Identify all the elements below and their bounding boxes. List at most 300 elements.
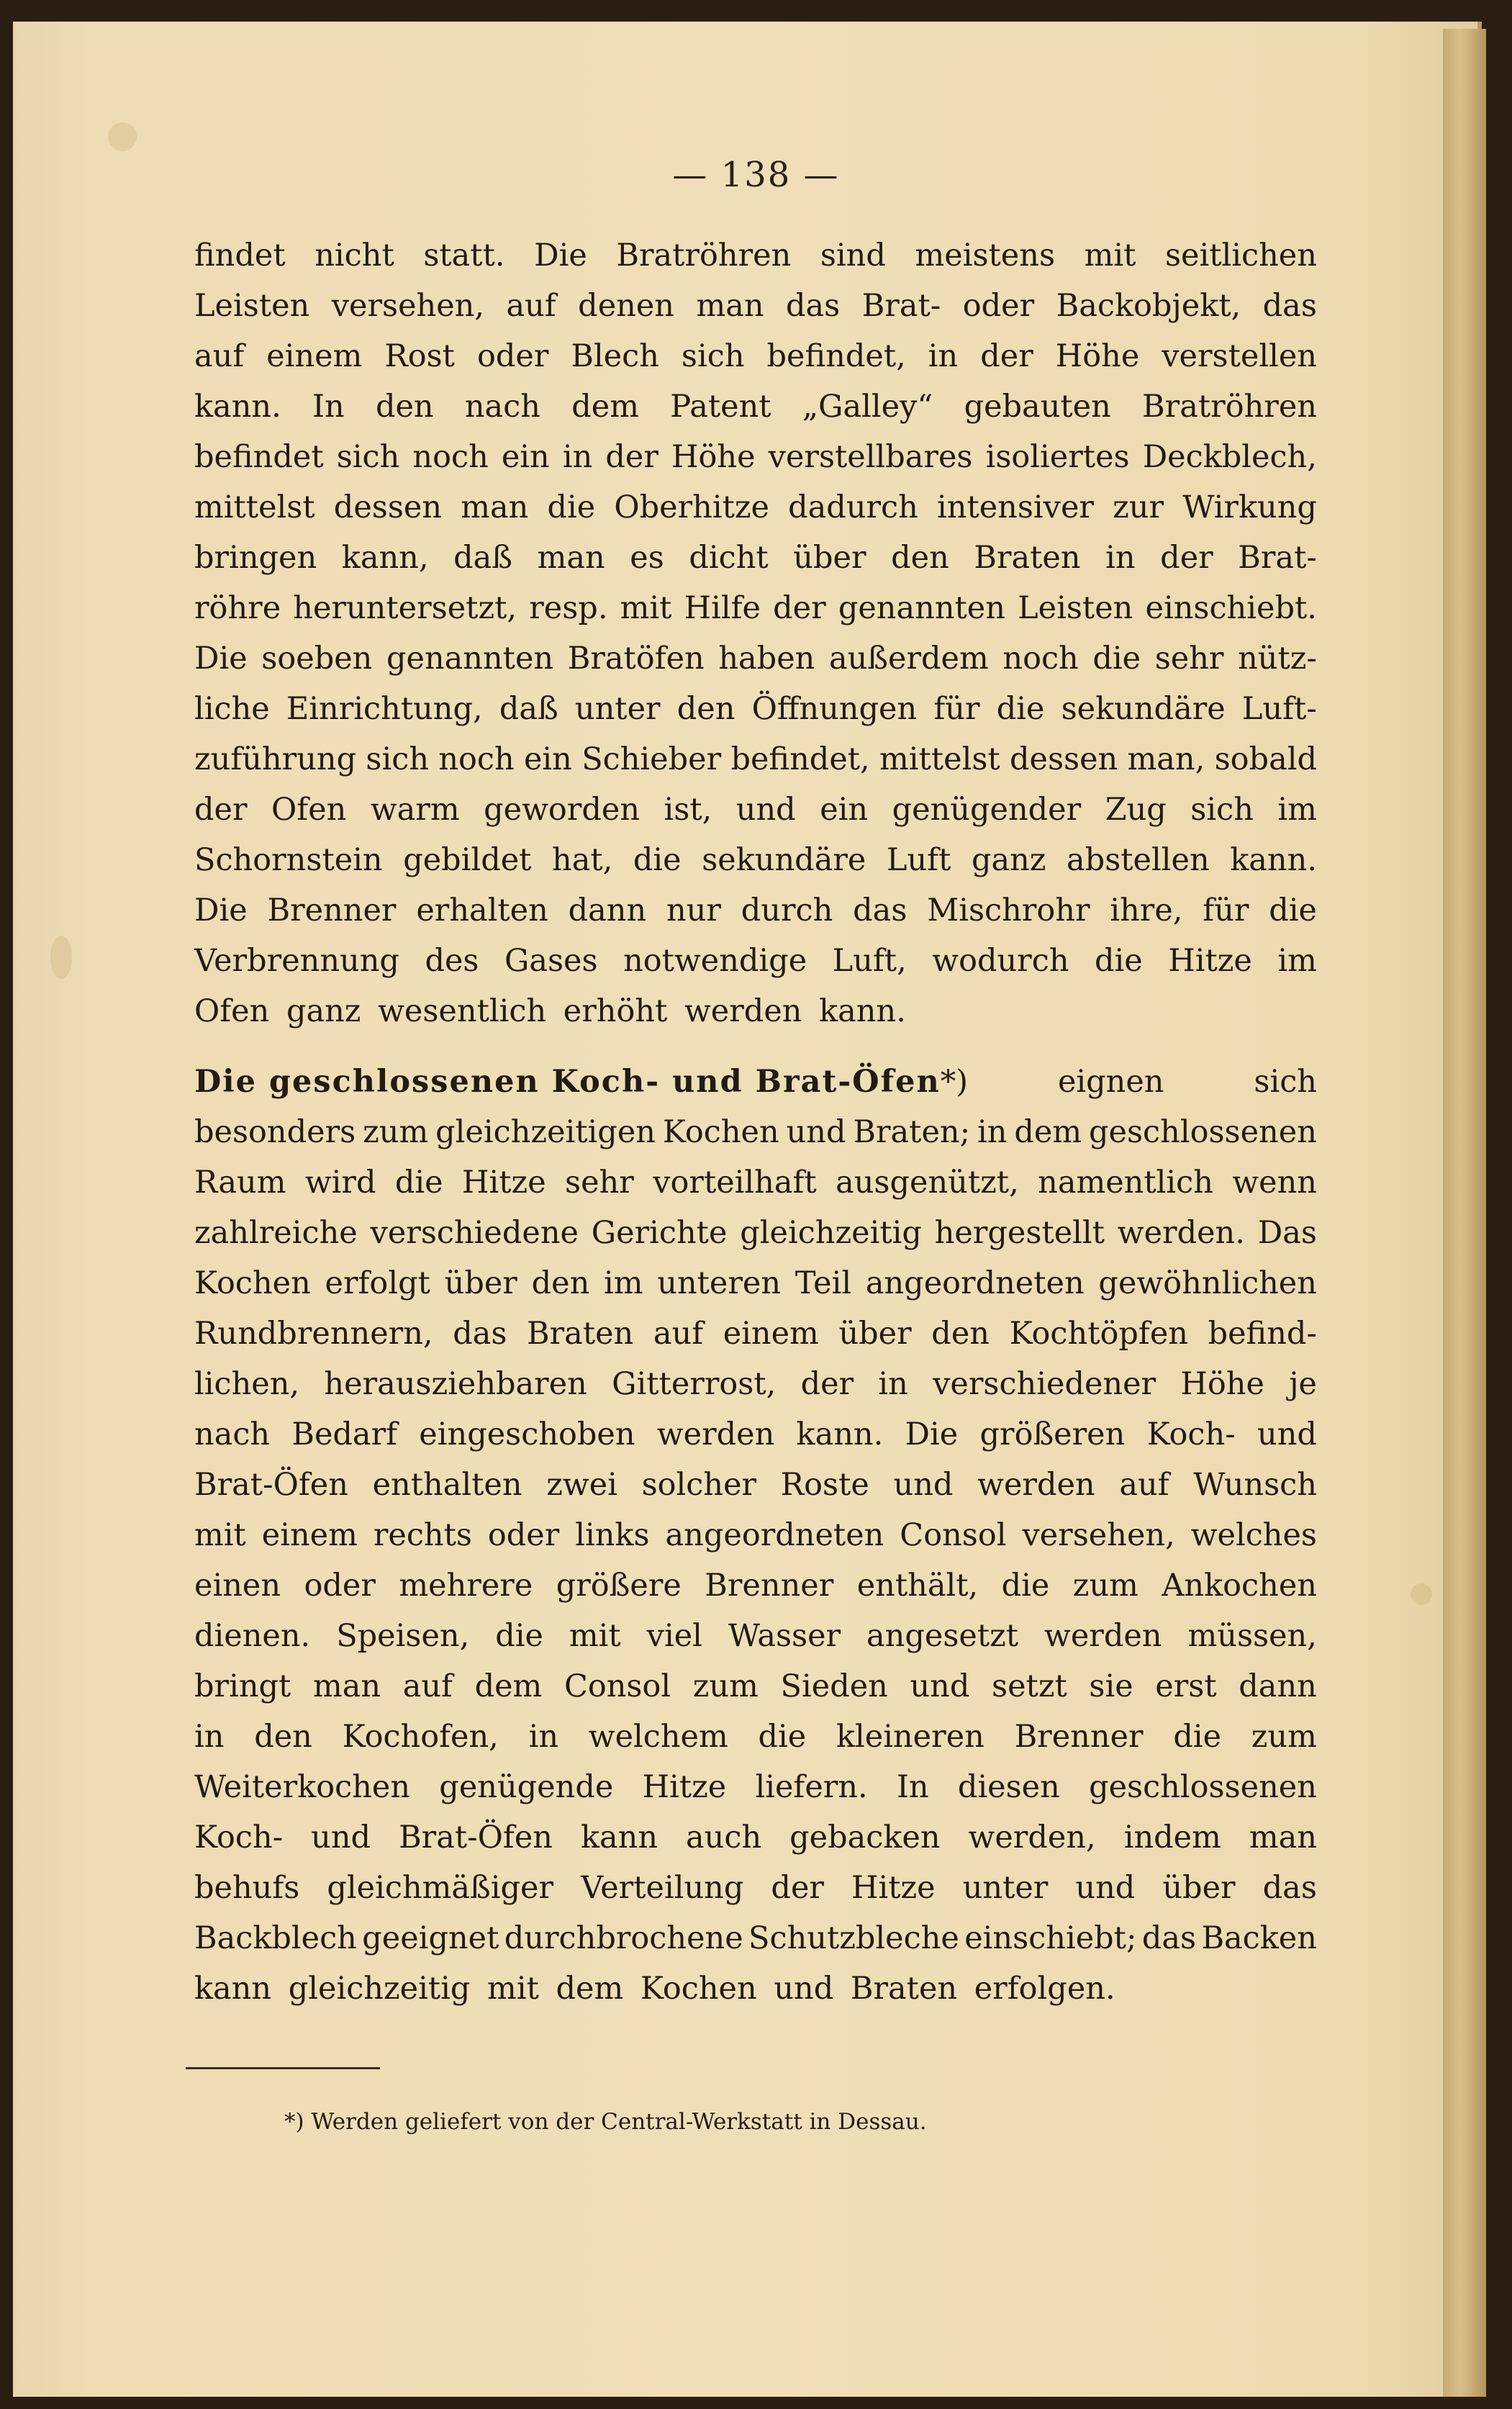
- word: werden: [977, 1467, 1095, 1503]
- word: abstellen: [1067, 842, 1210, 878]
- word: einem: [261, 1517, 358, 1553]
- word: das: [453, 1316, 507, 1352]
- word: ganz: [286, 993, 361, 1029]
- text-line: [194, 1618, 1317, 1668]
- text-line: [194, 540, 1317, 590]
- text-line: [194, 1668, 1317, 1719]
- text-line: [194, 842, 1317, 892]
- word: das: [1141, 1920, 1197, 1956]
- word: man: [461, 489, 529, 525]
- word: sobald: [1214, 741, 1317, 777]
- word: verschiedener: [933, 1366, 1156, 1402]
- word: Hitze: [1168, 943, 1252, 979]
- word: Einrichtung,: [286, 691, 483, 727]
- word: für: [933, 691, 980, 727]
- word: Verbrennung: [194, 943, 399, 979]
- word: isoliertes: [985, 439, 1130, 475]
- word: man: [1249, 1820, 1317, 1856]
- word: dann: [1239, 1668, 1317, 1704]
- word: Koch-: [1146, 1416, 1236, 1452]
- word: mittelst: [879, 741, 1000, 777]
- word: gleichzeitigen: [435, 1114, 656, 1150]
- word: nach: [464, 389, 540, 425]
- word: oder: [962, 288, 1035, 324]
- word: verschiedene: [370, 1215, 579, 1251]
- word: unter: [574, 691, 661, 727]
- word: befind-: [1208, 1316, 1317, 1352]
- word: Bratröhren: [1142, 389, 1317, 425]
- word: Oberhitze: [614, 489, 769, 525]
- word: liche: [194, 691, 270, 727]
- word: Braten: [527, 1316, 634, 1352]
- word: zum: [1251, 1719, 1317, 1755]
- word: Consol: [563, 1668, 671, 1704]
- word: daß: [453, 540, 512, 576]
- word: und: [311, 1820, 371, 1856]
- word: diesen: [957, 1769, 1060, 1805]
- word: indem: [1123, 1820, 1221, 1856]
- word: geworden: [484, 792, 640, 828]
- word: Öffnungen: [751, 691, 918, 727]
- word: dadurch: [788, 489, 918, 525]
- word: sehr: [565, 1165, 634, 1201]
- word: wenn: [1232, 1165, 1317, 1201]
- word: Raum: [194, 1165, 286, 1201]
- word: Die: [194, 641, 248, 677]
- text-line: [194, 1316, 1317, 1366]
- word: erfolgen.: [974, 1971, 1115, 2007]
- word: gebildet: [403, 842, 532, 878]
- word: der: [771, 1870, 824, 1906]
- word: mit: [569, 1618, 621, 1654]
- word: Höhe: [1055, 338, 1140, 374]
- word: und: [1257, 1416, 1317, 1452]
- text-line: [194, 993, 1317, 1044]
- text-line: [194, 1568, 1317, 1618]
- word: ganz: [971, 842, 1046, 878]
- word: gleichmäßiger: [327, 1870, 554, 1906]
- word: genannten: [386, 641, 554, 677]
- word: wesentlich: [378, 993, 547, 1029]
- text-line: [194, 1165, 1317, 1215]
- word: resp.: [529, 590, 608, 626]
- word: nütz-: [1238, 641, 1317, 677]
- word: einschiebt;: [964, 1920, 1137, 1956]
- word: Hitze: [642, 1769, 727, 1805]
- word: notwendige: [623, 943, 807, 979]
- word: liefern.: [755, 1769, 868, 1805]
- word: dessen: [333, 489, 443, 525]
- text-line: [194, 741, 1317, 792]
- word: Bratöfen: [567, 641, 705, 677]
- text-line: [194, 1820, 1317, 1870]
- word: die: [1095, 943, 1143, 979]
- word: Brat-Öfen: [194, 1467, 348, 1503]
- text-line: [194, 338, 1317, 389]
- word: den: [891, 540, 949, 576]
- word: kann.: [796, 1416, 884, 1452]
- word: herausziehbaren: [324, 1366, 587, 1402]
- word: versehen,: [331, 288, 485, 324]
- word: behufs: [194, 1870, 300, 1906]
- word: dem: [474, 1668, 543, 1704]
- word: im: [1277, 943, 1317, 979]
- word: die: [1173, 1719, 1222, 1755]
- word: nur: [666, 892, 721, 928]
- word: verstellbares: [768, 439, 973, 475]
- word: Zug: [1105, 792, 1167, 828]
- word: es: [630, 540, 664, 576]
- word: Kochen: [662, 1114, 779, 1150]
- word: erst: [1155, 1668, 1217, 1704]
- word: noch: [412, 439, 489, 475]
- word: versehen,: [1022, 1517, 1175, 1553]
- word: man: [312, 1668, 381, 1704]
- word: über: [444, 1265, 517, 1301]
- word: „Galley“: [802, 389, 933, 425]
- text-line: [194, 1366, 1317, 1416]
- text-line: [194, 1114, 1317, 1165]
- word: werden.: [1117, 1215, 1245, 1251]
- word: im: [604, 1265, 643, 1301]
- word: die: [633, 842, 682, 878]
- word: erfolgt: [325, 1265, 430, 1301]
- word: zahlreiche: [194, 1215, 358, 1251]
- word: der: [980, 338, 1033, 374]
- word: werden: [656, 1416, 775, 1452]
- word: größeren: [979, 1416, 1126, 1452]
- word: Consol: [900, 1517, 1007, 1553]
- word: über: [793, 540, 866, 576]
- word: man,: [1127, 741, 1205, 777]
- word: dicht: [689, 540, 769, 576]
- word: bringt: [194, 1668, 291, 1704]
- paragraph-1: [194, 238, 1317, 1044]
- word: den: [254, 1719, 312, 1755]
- word: oder: [476, 338, 549, 374]
- word: Höhe: [671, 439, 756, 475]
- word: Mischrohr: [927, 892, 1090, 928]
- word: Sieden: [780, 1668, 888, 1704]
- word: Braten: [974, 540, 1081, 576]
- word: warm: [370, 792, 460, 828]
- word: Schutzbleche: [748, 1920, 959, 1956]
- word: röhre: [194, 590, 281, 626]
- word: Weiterkochen: [194, 1769, 411, 1805]
- page-edge: [1443, 29, 1486, 2397]
- word: die: [1269, 892, 1317, 928]
- word: Kochen: [640, 1971, 757, 2007]
- word: den: [531, 1265, 590, 1301]
- text-line: [194, 1265, 1317, 1316]
- word: findet: [194, 238, 286, 274]
- word: in: [528, 1719, 559, 1755]
- text-line: [194, 1467, 1317, 1517]
- word: auf: [506, 288, 556, 324]
- word: und: [786, 1114, 846, 1150]
- word: mit: [1084, 238, 1136, 274]
- text-line: [194, 1971, 1317, 2021]
- word: ein: [820, 792, 869, 828]
- paper-stain: [1411, 1583, 1432, 1605]
- word: Luft,: [832, 943, 907, 979]
- word: Backobjekt,: [1056, 288, 1241, 324]
- word: in: [194, 1719, 225, 1755]
- text-line: [194, 1416, 1317, 1467]
- word: Kochen: [194, 1265, 311, 1301]
- text-line: [194, 238, 1317, 288]
- text-line: [194, 489, 1317, 540]
- word: durchbrochene: [504, 1920, 743, 1956]
- word: befindet,: [766, 338, 906, 374]
- word: gleichzeitig: [740, 1215, 922, 1251]
- word: viel: [646, 1618, 702, 1654]
- word: statt.: [423, 238, 505, 274]
- word: werden,: [968, 1820, 1096, 1856]
- word: zur: [1113, 489, 1164, 525]
- word: Die: [194, 892, 248, 928]
- word: Wirkung: [1182, 489, 1317, 525]
- word: Schieber: [581, 741, 722, 777]
- word: In: [312, 389, 345, 425]
- word: Bedarf: [291, 1416, 398, 1452]
- word: sind: [820, 238, 886, 274]
- footnote: *) Werden geliefert von der Central-Werkstatt in Dessau.: [284, 2109, 927, 2135]
- word: Patent: [670, 389, 771, 425]
- word: mit: [194, 1517, 246, 1553]
- word: Teil: [795, 1265, 852, 1301]
- word: Verteilung: [581, 1870, 744, 1906]
- word: intensiver: [937, 489, 1094, 525]
- word: Ankochen: [1162, 1568, 1317, 1604]
- word: Backblech: [194, 1920, 357, 1956]
- word: In: [896, 1769, 929, 1805]
- word: Brat-Öfen: [399, 1820, 553, 1856]
- word: und: [893, 1467, 954, 1503]
- word: zum: [692, 1668, 759, 1704]
- word: für: [1203, 892, 1249, 928]
- word: sich: [366, 741, 430, 777]
- word: soeben: [261, 641, 373, 677]
- text-line: [194, 1870, 1317, 1920]
- word: dem: [556, 1971, 624, 2007]
- word: Wasser: [728, 1618, 841, 1654]
- word: Rost: [384, 338, 455, 374]
- word: kann.: [194, 389, 281, 425]
- text-line: [194, 1064, 1317, 1114]
- word: Backen: [1201, 1920, 1317, 1956]
- word: geschlossenen: [1089, 1114, 1317, 1150]
- word: zuführung: [194, 741, 357, 777]
- word: im: [1277, 792, 1317, 828]
- word: sich: [1190, 792, 1254, 828]
- word: Die: [534, 238, 587, 274]
- word: wodurch: [932, 943, 1069, 979]
- word: der: [194, 792, 248, 828]
- word: dienen.: [194, 1618, 311, 1654]
- word: meistens: [915, 238, 1056, 274]
- word: wird: [304, 1165, 376, 1201]
- word: zwei: [546, 1467, 617, 1503]
- text-line: [194, 641, 1317, 691]
- word: ihre,: [1110, 892, 1183, 928]
- word: auf: [653, 1316, 704, 1352]
- word: nicht: [314, 238, 394, 274]
- word: dem: [571, 389, 639, 425]
- word: dessen: [1009, 741, 1118, 777]
- word: der: [1160, 540, 1213, 576]
- word: mit: [487, 1971, 539, 2007]
- word: Braten;: [853, 1114, 971, 1150]
- word: das: [1262, 288, 1317, 324]
- word: einem: [266, 338, 363, 374]
- word: welchem: [588, 1719, 728, 1755]
- word: in: [928, 338, 959, 374]
- word: sich: [1254, 1064, 1317, 1100]
- word: über: [838, 1316, 912, 1352]
- text-line: [194, 1920, 1317, 1971]
- word: ist,: [664, 792, 712, 828]
- word: Hilfe: [684, 590, 761, 626]
- text-line: [194, 439, 1317, 489]
- word: der: [800, 1366, 854, 1402]
- word: sie: [1089, 1668, 1133, 1704]
- word: links: [575, 1517, 650, 1553]
- word: besonders: [194, 1114, 356, 1150]
- text-line: [194, 943, 1317, 993]
- word: Kochtöpfen: [1009, 1316, 1188, 1352]
- word: heruntersetzt,: [293, 590, 517, 626]
- word: der: [605, 439, 658, 475]
- word: denen: [578, 288, 674, 324]
- word: daß: [499, 691, 558, 727]
- word: befindet: [194, 439, 324, 475]
- word: sich: [681, 338, 745, 374]
- word: und: [1075, 1870, 1136, 1906]
- word: kann.: [1230, 842, 1317, 878]
- word: dem: [1014, 1114, 1082, 1150]
- word: bringen: [194, 540, 317, 576]
- word: erhalten: [416, 892, 548, 928]
- word: einem: [723, 1316, 819, 1352]
- word: müssen,: [1187, 1618, 1317, 1654]
- word: Die: [905, 1416, 959, 1452]
- paper-stain: [50, 936, 72, 979]
- page-number: — 138 —: [672, 155, 840, 195]
- word: ein: [523, 741, 572, 777]
- word: die: [996, 691, 1045, 727]
- word: größere: [556, 1568, 682, 1604]
- word: die: [495, 1618, 543, 1654]
- word: den: [375, 389, 434, 425]
- word: über: [1162, 1870, 1236, 1906]
- word: enthält,: [856, 1568, 979, 1604]
- word: genannten: [838, 590, 1005, 626]
- word: verstellen: [1162, 338, 1317, 374]
- word: sekundäre: [702, 842, 866, 878]
- word: man: [537, 540, 605, 576]
- footnote-marker: *): [940, 1064, 969, 1100]
- word: einen: [194, 1568, 281, 1604]
- word: Brenner: [267, 892, 397, 928]
- word: genügende: [439, 1769, 614, 1805]
- word: Wunsch: [1193, 1467, 1317, 1503]
- text-line: [194, 792, 1317, 842]
- word: die: [547, 489, 596, 525]
- word: eingeschoben: [419, 1416, 635, 1452]
- text-line: [194, 691, 1317, 741]
- word: genügender: [892, 792, 1082, 828]
- word: das: [1262, 1870, 1317, 1906]
- word: auf: [194, 338, 245, 374]
- word: auch: [686, 1820, 762, 1856]
- word: Ofen: [271, 792, 347, 828]
- word: oder: [487, 1517, 560, 1553]
- word: das: [853, 892, 907, 928]
- word: das: [786, 288, 841, 324]
- text-line: [194, 590, 1317, 641]
- word: in: [977, 1114, 1008, 1150]
- word: gebacken: [789, 1820, 941, 1856]
- word: noch: [438, 741, 515, 777]
- word: je: [1289, 1366, 1317, 1402]
- word: mittelst: [194, 489, 315, 525]
- word: Rundbrennern,: [194, 1316, 433, 1352]
- word: man: [696, 288, 764, 324]
- word: Brat-: [1238, 540, 1317, 576]
- word: zum: [363, 1114, 429, 1150]
- word: in: [1105, 540, 1136, 576]
- word: Gases: [504, 943, 598, 979]
- word: Roste: [780, 1467, 869, 1503]
- word: Luft: [886, 842, 951, 878]
- text-line: [194, 1719, 1317, 1769]
- word: setzt: [992, 1668, 1067, 1704]
- word: ein: [501, 439, 550, 475]
- text-line: [194, 1517, 1317, 1568]
- word: Gitterrost,: [612, 1366, 777, 1402]
- word: die: [1092, 641, 1141, 677]
- word: Luft-: [1241, 691, 1317, 727]
- word: sekundäre: [1061, 691, 1226, 727]
- word: angeordneten: [865, 1265, 1085, 1301]
- word: Höhe: [1180, 1366, 1264, 1402]
- word: lichen,: [194, 1366, 300, 1402]
- text-line: [194, 1215, 1317, 1265]
- text-line: [194, 389, 1317, 439]
- word: und: [735, 792, 796, 828]
- word: namentlich: [1038, 1165, 1213, 1201]
- word: erhöht: [563, 993, 668, 1029]
- word: kann.: [819, 993, 906, 1029]
- word: Brenner: [1014, 1719, 1144, 1755]
- word: den: [931, 1316, 990, 1352]
- word: Hitze: [462, 1165, 546, 1201]
- word: vorteilhaft: [653, 1165, 817, 1201]
- word: die: [394, 1165, 443, 1201]
- word: kann: [194, 1971, 272, 2007]
- word: Brenner: [705, 1568, 834, 1604]
- word: Koch-: [194, 1820, 284, 1856]
- word: unter: [962, 1870, 1049, 1906]
- word: Blech: [571, 338, 659, 374]
- word: Ofen: [194, 993, 270, 1029]
- word: hergestellt: [934, 1215, 1105, 1251]
- word: der: [773, 590, 826, 626]
- word: enthalten: [372, 1467, 522, 1503]
- text-line: [194, 892, 1317, 943]
- section-heading-group: [194, 1064, 968, 1100]
